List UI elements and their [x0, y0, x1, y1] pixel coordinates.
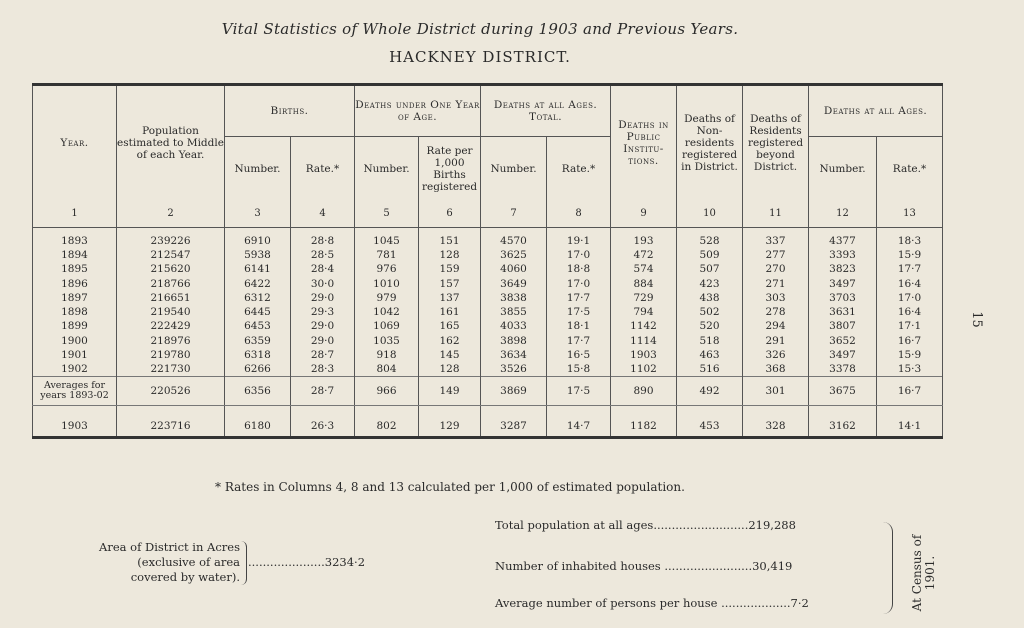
- table-cell: 29·3: [291, 305, 355, 319]
- table-cell: 3838: [481, 291, 547, 305]
- header-total-rate: Rate.*: [547, 137, 611, 201]
- header-births: Births.: [225, 85, 355, 137]
- district-heading: HACKNEY DISTRICT.: [389, 48, 571, 66]
- table-cell: 17·5: [547, 377, 611, 406]
- table-cell: 6910: [225, 234, 291, 248]
- table-cell: 574: [611, 262, 677, 276]
- census-persons-label: Average number of persons per house: [495, 596, 718, 610]
- table-cell: 794: [611, 305, 677, 319]
- table-cell: 3497: [809, 276, 877, 290]
- header-all-rate: Rate.*: [877, 137, 943, 201]
- header-deaths-all-ages: Deaths at all Ages.: [809, 85, 943, 137]
- table-cell: 976: [355, 262, 419, 276]
- table-cell: 14·1: [877, 416, 943, 438]
- table-cell: 918: [355, 348, 419, 362]
- table-cell: 463: [677, 348, 743, 362]
- table-cell: 438: [677, 291, 743, 305]
- column-number: 5: [355, 201, 419, 228]
- table-cell: 278: [743, 305, 809, 319]
- table-cell: 328: [743, 416, 809, 438]
- column-number: 6: [419, 201, 481, 228]
- table-cell: 4377: [809, 234, 877, 248]
- table-cell: 1898: [33, 305, 117, 319]
- table-cell: 149: [419, 377, 481, 406]
- table-cell: 1903: [33, 416, 117, 438]
- table-cell: 1045: [355, 234, 419, 248]
- column-number: 3: [225, 201, 291, 228]
- table-cell: 270: [743, 262, 809, 276]
- table-cell: 28·4: [291, 262, 355, 276]
- table-cell: 15·3: [877, 362, 943, 377]
- table-cell: 423: [677, 276, 743, 290]
- census-persons-line: Average number of persons per house ...................7·2: [495, 596, 809, 610]
- table-cell: 3898: [481, 334, 547, 348]
- table-cell: 129: [419, 416, 481, 438]
- table-cell: 220526: [117, 377, 225, 406]
- table-cell: 3649: [481, 276, 547, 290]
- table-cell: 16·5: [547, 348, 611, 362]
- table-cell: 5938: [225, 248, 291, 262]
- table-cell: 1069: [355, 319, 419, 333]
- table-cell: 1042: [355, 305, 419, 319]
- table-cell: 1893: [33, 234, 117, 248]
- table-cell: 804: [355, 362, 419, 377]
- table-cell: 6318: [225, 348, 291, 362]
- column-number: 4: [291, 201, 355, 228]
- table-cell: 291: [743, 334, 809, 348]
- table-cell: 215620: [117, 262, 225, 276]
- table-cell: 1114: [611, 334, 677, 348]
- table-cell: 4033: [481, 319, 547, 333]
- table-cell: 781: [355, 248, 419, 262]
- page-title: Vital Statistics of Whole District during 1903 and Previous Years.: [221, 20, 739, 38]
- table-cell: 15·8: [547, 362, 611, 377]
- table-cell: 17·0: [877, 291, 943, 305]
- table-cell: 492: [677, 377, 743, 406]
- table-cell: 1895: [33, 262, 117, 276]
- column-number: 8: [547, 201, 611, 228]
- table-cell: 1897: [33, 291, 117, 305]
- table-cell: 128: [419, 248, 481, 262]
- header-births-rate: Rate.*: [291, 137, 355, 201]
- table-cell: 16·7: [877, 377, 943, 406]
- table-row: [33, 291, 943, 305]
- table-cell: 516: [677, 362, 743, 377]
- table-cell: 326: [743, 348, 809, 362]
- table-cell: 162: [419, 334, 481, 348]
- table-cell: 159: [419, 262, 481, 276]
- table-cell: 802: [355, 416, 419, 438]
- table-row: [33, 234, 943, 248]
- table-cell: 219540: [117, 305, 225, 319]
- census-houses-line: Number of inhabited houses ........................30,419: [495, 559, 793, 573]
- table-cell: 14·7: [547, 416, 611, 438]
- table-cell: 1903: [611, 348, 677, 362]
- table-cell: 19·1: [547, 234, 611, 248]
- area-label: [58, 540, 240, 585]
- header-deaths-institutions: Deaths in Public Institu- tions.: [611, 85, 677, 201]
- table-cell: 6266: [225, 362, 291, 377]
- table-cell: 1901: [33, 348, 117, 362]
- header-year: Year.: [33, 85, 117, 201]
- footnote: * Rates in Columns 4, 8 and 13 calculated per 1,000 of estimated population.: [215, 480, 685, 494]
- table-cell: 294: [743, 319, 809, 333]
- table-cell: 221730: [117, 362, 225, 377]
- table-cell: 16·7: [877, 334, 943, 348]
- column-number: 12: [809, 201, 877, 228]
- table-cell: 17·0: [547, 276, 611, 290]
- census-population-line: Total population at all ages..........................219,288: [495, 518, 796, 532]
- table-cell: 239226: [117, 234, 225, 248]
- table-cell: 26·3: [291, 416, 355, 438]
- table-cell: 18·3: [877, 234, 943, 248]
- table-cell: 151: [419, 234, 481, 248]
- table-cell: 193: [611, 234, 677, 248]
- table-cell: 3625: [481, 248, 547, 262]
- table-cell: 6422: [225, 276, 291, 290]
- table-cell: 509: [677, 248, 743, 262]
- table-row: [33, 348, 943, 362]
- census-persons-value: 7·2: [790, 596, 809, 610]
- table-cell: 507: [677, 262, 743, 276]
- table-cell: 16·4: [877, 305, 943, 319]
- table-cell: 3631: [809, 305, 877, 319]
- table-cell: 137: [419, 291, 481, 305]
- header-infant-rate: Rate per 1,000 Births registered: [419, 137, 481, 201]
- area-label-line: (exclusive of area: [137, 555, 240, 569]
- table-cell: 216651: [117, 291, 225, 305]
- column-number: 9: [611, 201, 677, 228]
- table-cell: 1035: [355, 334, 419, 348]
- table-cell: 18·1: [547, 319, 611, 333]
- table-cell: 453: [677, 416, 743, 438]
- column-numbers-row: [33, 201, 943, 228]
- table-cell: 15·9: [877, 348, 943, 362]
- table-cell: 1900: [33, 334, 117, 348]
- table-cell: 3869: [481, 377, 547, 406]
- census-population-value: 219,288: [748, 518, 796, 532]
- header-all-number: Number.: [809, 137, 877, 201]
- table-cell: 219780: [117, 348, 225, 362]
- table-cell: 1899: [33, 319, 117, 333]
- table-cell: 161: [419, 305, 481, 319]
- table-cell: 6180: [225, 416, 291, 438]
- census-houses-value: 30,419: [752, 559, 793, 573]
- table-cell: 277: [743, 248, 809, 262]
- table-cell: 223716: [117, 416, 225, 438]
- table-cell: 884: [611, 276, 677, 290]
- table-cell: 301: [743, 377, 809, 406]
- brace: [880, 522, 893, 614]
- table-cell: 1102: [611, 362, 677, 377]
- column-number: 11: [743, 201, 809, 228]
- table-cell: 472: [611, 248, 677, 262]
- table-cell: 218766: [117, 276, 225, 290]
- table-cell: 16·4: [877, 276, 943, 290]
- table-cell: 3823: [809, 262, 877, 276]
- table-cell: 3378: [809, 362, 877, 377]
- table-cell: 6359: [225, 334, 291, 348]
- column-number: 10: [677, 201, 743, 228]
- table-cell: 17·7: [877, 262, 943, 276]
- table-cell: 3162: [809, 416, 877, 438]
- table-cell: 218976: [117, 334, 225, 348]
- header-population: Population estimated to Middle of each Year.: [117, 85, 225, 201]
- table-row: [33, 305, 943, 319]
- table-cell: 3393: [809, 248, 877, 262]
- table-row: [33, 319, 943, 333]
- brace: [238, 541, 247, 585]
- table-cell: 29·0: [291, 319, 355, 333]
- table-cell: 979: [355, 291, 419, 305]
- table-cell: 157: [419, 276, 481, 290]
- table-cell: 966: [355, 377, 419, 406]
- column-number: 2: [117, 201, 225, 228]
- header-residents-beyond: Deaths of Residents registered beyond District.: [743, 85, 809, 201]
- table-cell: 145: [419, 348, 481, 362]
- table-cell: 29·0: [291, 291, 355, 305]
- table-cell: 528: [677, 234, 743, 248]
- table-cell: 3634: [481, 348, 547, 362]
- column-number: 7: [481, 201, 547, 228]
- table-cell: 3675: [809, 377, 877, 406]
- table-cell: 212547: [117, 248, 225, 262]
- table-cell: 502: [677, 305, 743, 319]
- table-cell: 3703: [809, 291, 877, 305]
- table-cell: 4060: [481, 262, 547, 276]
- table-cell: 222429: [117, 319, 225, 333]
- table-cell: 28·7: [291, 348, 355, 362]
- table-cell: 4570: [481, 234, 547, 248]
- table-cell: 18·8: [547, 262, 611, 276]
- table-cell: 6312: [225, 291, 291, 305]
- table-cell: 3287: [481, 416, 547, 438]
- header-infant-number: Number.: [355, 137, 419, 201]
- header-deaths-under-one: Deaths under One Year of Age.: [355, 85, 481, 137]
- table-cell: 29·0: [291, 334, 355, 348]
- table-cell: 17·1: [877, 319, 943, 333]
- table-cell: 1894: [33, 248, 117, 262]
- table-cell: 17·7: [547, 334, 611, 348]
- table-cell: 3807: [809, 319, 877, 333]
- table-cell: 3497: [809, 348, 877, 362]
- table-cell: 1902: [33, 362, 117, 377]
- table-cell: 28·5: [291, 248, 355, 262]
- table-cell: 17·0: [547, 248, 611, 262]
- table-cell: 28·7: [291, 377, 355, 406]
- header-total-number: Number.: [481, 137, 547, 201]
- table-cell: 890: [611, 377, 677, 406]
- census-side-label: At Census of 1901.: [910, 534, 937, 612]
- averages-row: [33, 377, 943, 406]
- column-number: 13: [877, 201, 943, 228]
- header-deaths-total: Deaths at all Ages. Total.: [481, 85, 611, 137]
- census-houses-label: Number of inhabited houses: [495, 559, 661, 573]
- current-year-row: [33, 416, 943, 438]
- table-cell: 3652: [809, 334, 877, 348]
- table-cell: 128: [419, 362, 481, 377]
- table-cell: 1142: [611, 319, 677, 333]
- table-cell: 15·9: [877, 248, 943, 262]
- table-cell: 6356: [225, 377, 291, 406]
- vital-statistics-table: [32, 83, 943, 439]
- table-cell: 165: [419, 319, 481, 333]
- area-label-line: covered by water).: [130, 570, 240, 584]
- table-cell: 1896: [33, 276, 117, 290]
- table-cell: 520: [677, 319, 743, 333]
- table-cell: 1182: [611, 416, 677, 438]
- table-cell: 518: [677, 334, 743, 348]
- table-row: [33, 248, 943, 262]
- table-cell: 6445: [225, 305, 291, 319]
- table-cell: 3855: [481, 305, 547, 319]
- table-cell: 6453: [225, 319, 291, 333]
- table-cell: 6141: [225, 262, 291, 276]
- table-cell: 1010: [355, 276, 419, 290]
- table-cell: 337: [743, 234, 809, 248]
- table-cell: 28·3: [291, 362, 355, 377]
- averages-label: Averages for years 1893-02: [33, 377, 117, 406]
- table-cell: 729: [611, 291, 677, 305]
- table-cell: 303: [743, 291, 809, 305]
- area-label-line: Area of District in Acres: [99, 540, 240, 554]
- column-number: 1: [33, 201, 117, 228]
- table-row: [33, 334, 943, 348]
- page-number: 15: [968, 311, 984, 328]
- table-cell: 271: [743, 276, 809, 290]
- table-body: [33, 234, 943, 377]
- table-row: [33, 276, 943, 290]
- header-non-residents: Deaths of Non- residents registered in District.: [677, 85, 743, 201]
- census-population-label: Total population at all ages: [495, 518, 654, 532]
- area-value-line: .....................3234·2: [248, 555, 366, 569]
- header-births-number: Number.: [225, 137, 291, 201]
- table-row: [33, 362, 943, 377]
- table-cell: 368: [743, 362, 809, 377]
- table-cell: 17·7: [547, 291, 611, 305]
- table-cell: 28·8: [291, 234, 355, 248]
- table-cell: 3526: [481, 362, 547, 377]
- area-value: 3234·2: [324, 555, 366, 569]
- table-row: [33, 262, 943, 276]
- table-cell: 17·5: [547, 305, 611, 319]
- table-cell: 30·0: [291, 276, 355, 290]
